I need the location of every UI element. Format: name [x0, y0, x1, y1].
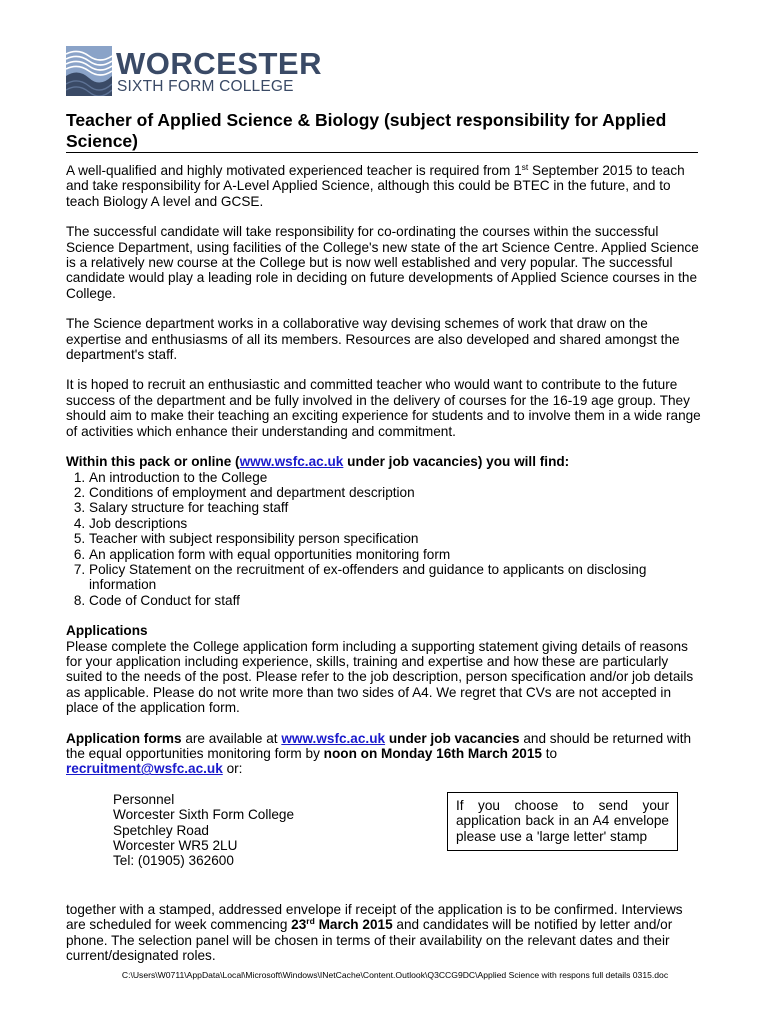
pack-heading: Within this pack or online (www.wsfc.ac.uk under job vacancies) you will find: [66, 454, 570, 470]
address-line: Spetchley Road [113, 822, 209, 838]
stamp-note-box: If you choose to send your application back in an A4 envelope please use a 'large letter' stamp [447, 792, 678, 851]
deadline: noon on Monday 16th March 2015 [323, 746, 542, 761]
applications-heading: Applications [66, 623, 148, 639]
pack-contents-list [66, 470, 706, 609]
paragraph: The successful candidate will take responsibility for co-ordinating the courses within the successful Science Department, using facilities of the College's new state of the art Science Centre. Applied Science is a relatively new course at the College but is now well established and very popular. The successful candidate would play a leading role in deciding on future developments of Applied Science courses in the College. [66, 224, 699, 301]
wave-logo-icon [66, 46, 112, 96]
address-section [66, 792, 706, 888]
title-divider [66, 152, 698, 153]
address-line: Tel: (01905) 362600 [113, 853, 234, 869]
file-path-footer: C:\Users\W0711\AppData\Local\Microsoft\Windows\INetCache\Content.Outlook\Q3CCG9DC\Applied Science with respons full details 0315.doc [121, 970, 669, 980]
website-link[interactable]: www.wsfc.ac.uk [239, 454, 344, 470]
intro-paragraph: A well-qualified and highly motivated experienced teacher is required from 1st September 2015 to teach and take responsibility for A-Level Applied Science, although this could be BTEC in the future, and to teach Biology A level and GCSE. [66, 162, 685, 209]
page-title: Teacher of Applied Science & Biology (subject responsibility for Applied Science) [66, 110, 667, 151]
postal-address [113, 792, 294, 869]
list-item: 8. Code of Conduct for staff [89, 593, 706, 608]
address-line: Worcester WR5 2LU [113, 838, 238, 854]
address-line: Worcester Sixth Form College [113, 807, 295, 823]
list-item: 2. Conditions of employment and department description [89, 485, 706, 500]
website-link[interactable]: www.wsfc.ac.uk [281, 730, 386, 746]
list-item: 3. Salary structure for teaching staff [89, 500, 706, 515]
address-line: Personnel [113, 791, 175, 807]
document-body [66, 163, 706, 978]
list-item: 4. Job descriptions [89, 516, 706, 531]
college-logo [66, 46, 322, 98]
paragraph: The Science department works in a collaborative way devising schemes of work that draw on the expertise and enthusiasms of all its members. Resources are also developed and shared amongst the department's staff. [66, 316, 680, 363]
list-item: 7. Policy Statement on the recruitment of ex-offenders and guidance to applicants on disclosing information [89, 562, 706, 593]
closing-paragraph: together with a stamped, addressed envelope if receipt of the application is to be confirmed. Interviews are scheduled for week commencing 23rd March 2015 and candidates will be notified by letter and/or phone. The selection panel will be chosen in terms of their availability on the relevant dates and their current/designated roles. [66, 901, 683, 964]
logo-name: WORCESTER [116, 46, 322, 81]
email-link[interactable]: recruitment@wsfc.ac.uk [66, 761, 223, 777]
paragraph: It is hoped to recruit an enthusiastic and committed teacher who would want to contribute to the future success of the department and be fully involved in the delivery of courses for the 16-19 age group. They should aim to make their teaching an exciting experience for students and to involve them in a wide range of activities which enhance their understanding and commitment. [66, 377, 701, 439]
list-item: 6. An application form with equal opportunities monitoring form [89, 547, 706, 562]
application-forms-paragraph: Application forms are available at www.wsfc.ac.uk under job vacancies and should be returned with the equal opportunities monitoring form by noon on Monday 16th March 2015 to recruitment@wsfc.ac.uk or: [66, 730, 692, 777]
list-item: 5. Teacher with subject responsibility person specification [89, 531, 706, 546]
applications-text: Please complete the College application form including a supporting statement giving details of reasons for your application including experience, skills, training and expertise and how these are particularly suited to the needs of the post. Please refer to the job description, person specification and/or job details as applicable. Please do not write more than two sides of A4. We regret that CVs are not accepted in place of the application form. [66, 638, 694, 716]
list-item: 1. An introduction to the College [89, 470, 706, 485]
logo-subtitle: SIXTH FORM COLLEGE [117, 78, 294, 95]
